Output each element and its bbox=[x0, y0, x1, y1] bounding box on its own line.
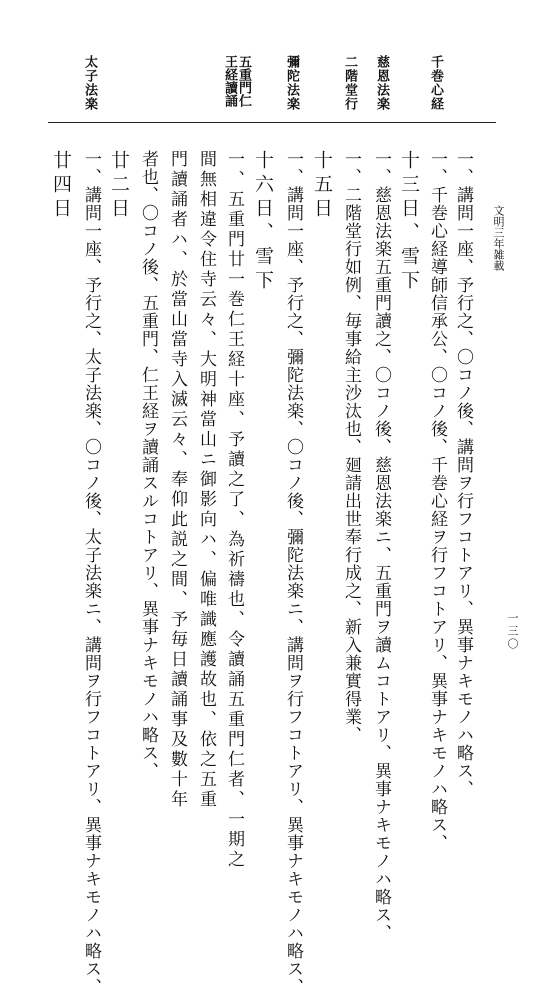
text-line: 一、五重門廿一巻仁王経十座、予讀之了、為祈禱也、令讀誦五重門仁者、一期之 bbox=[224, 150, 244, 870]
heading-taishi-hoaku: 太子法楽 bbox=[82, 55, 97, 111]
heading-mida-hoaku: 彌陀法楽 bbox=[284, 55, 299, 111]
running-title: 文明三年雑載 bbox=[492, 205, 505, 271]
heading-gojumon-ninnokyo: 五重門仁 王経讀誦 bbox=[222, 55, 251, 107]
page-number: 一三〇 bbox=[506, 612, 519, 651]
text-line: 一、千巻心経導師信承公、〇コノ後、千巻心経ヲ行フコトアリ、異事ナキモノハ略ス、 bbox=[427, 150, 447, 852]
text-line: 一、講問一座、予行之、彌陀法楽、〇コノ後、彌陀法楽ニ、講問ヲ行フコトアリ、異事ナキモノハ略ス、 bbox=[283, 150, 303, 996]
text-line: 一、二階堂行如例、毎事給主沙汰也、廻請出世奉行成之、新入兼實得業、 bbox=[341, 150, 361, 744]
text-line: 一、講問一座、予行之、〇コノ後、講問ヲ行フコトアリ、異事ナキモノハ略ス、 bbox=[453, 150, 473, 798]
date-line: 廿二日 bbox=[108, 150, 130, 222]
heading-jion-hoaku: 慈恩法楽 bbox=[374, 55, 389, 111]
date-line: 十六日、雪下 bbox=[252, 150, 274, 294]
date-line: 十五日 bbox=[311, 150, 333, 222]
text-line: 一、講問一座、予行之、太子法楽、〇コノ後、太子法楽ニ、講問ヲ行フコトアリ、異事ナキモノハ略ス、 bbox=[81, 150, 101, 996]
heading-senkan-shinkyo: 千巻心経 bbox=[428, 55, 443, 111]
header-rule bbox=[48, 122, 496, 123]
date-line: 廿四日 bbox=[50, 150, 72, 222]
text-line: 間無相違令住寺云々、大明神當山ニ御影向ハ、偏唯識應護故也、依之五重 bbox=[196, 150, 216, 810]
text-line: 門讀誦者ハ、於當山當寺入滅云々、奉仰此説之間、予毎日讀誦事及數十年 bbox=[167, 150, 187, 810]
date-line: 十三日、雪下 bbox=[398, 150, 420, 294]
text-line: 一、慈恩法楽五重門讀之、〇コノ後、慈恩法楽ニ、五重門ヲ讀ムコトアリ、異事ナキモノハ略ス、 bbox=[371, 150, 391, 942]
text-line: 者也、〇コノ後、五重門、仁王経ヲ讀誦スルコトアリ、異事ナキモノハ略ス、 bbox=[138, 150, 158, 780]
heading-nikaido: 二階堂行 bbox=[342, 55, 357, 111]
